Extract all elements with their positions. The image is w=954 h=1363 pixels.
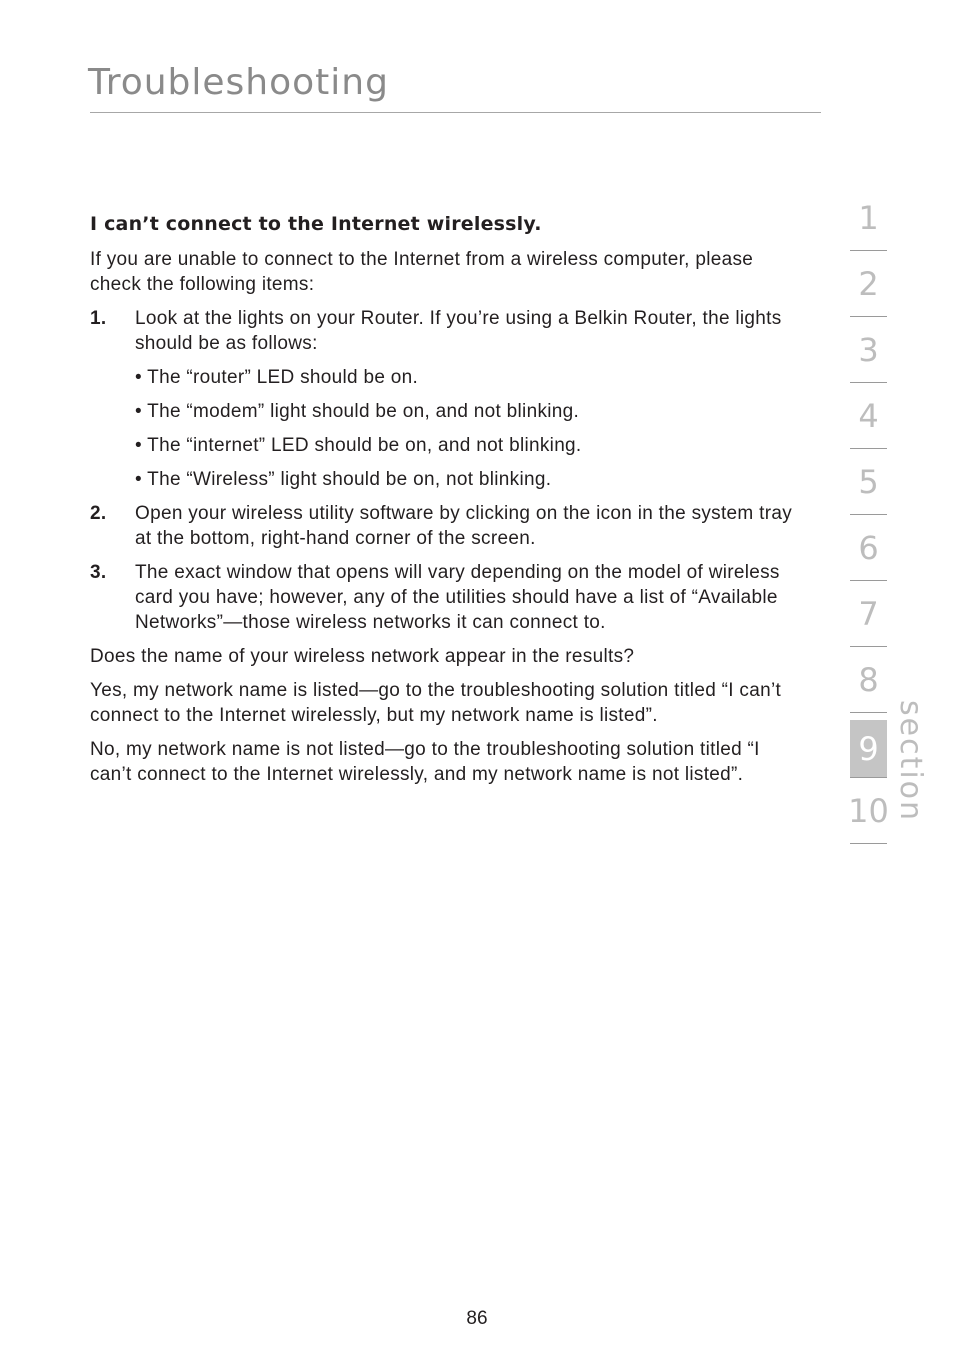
section-heading: I can’t connect to the Internet wirelessly. [90,213,542,235]
list-item: • The “modem” light should be on, and not blinking. [135,401,580,422]
step-text: The exact window that opens will vary depending on the model of wireless card you have; however, any of the utilities should have a list of “Available Networks”—those wireless networks it can connect to. [135,562,780,633]
section-nav-item-6[interactable]: 6 [850,516,887,581]
section-nav-item-1[interactable]: 1 [850,186,887,251]
step-number: 3. [90,562,107,583]
router-lights-list [135,365,802,492]
step-number: 2. [90,503,107,524]
intro-paragraph: If you are unable to connect to the Internet from a wireless computer, please check the following items: [90,249,754,295]
section-label: section [893,700,928,823]
main-content [90,212,802,796]
list-item: • The “Wireless” light should be on, not blinking. [135,469,552,490]
step-2 [90,501,802,551]
section-nav [850,186,887,845]
answer-no-paragraph: No, my network name is not listed—go to the troubleshooting solution titled “I can’t connect to the Internet wirelessly, and my network name is not listed”. [90,739,760,785]
section-nav-item-4[interactable]: 4 [850,384,887,449]
step-number: 1. [90,308,107,329]
section-nav-item-2[interactable]: 2 [850,252,887,317]
step-1 [90,306,802,492]
step-text: Open your wireless utility software by clicking on the icon in the system tray at the bottom, right-hand corner of the screen. [135,503,792,549]
page-number: 86 [466,1308,488,1329]
section-nav-item-10[interactable]: 10 [850,779,887,844]
section-nav-item-3[interactable]: 3 [850,318,887,383]
step-text: Look at the lights on your Router. If you’re using a Belkin Router, the lights should be as follows: [135,308,782,354]
answer-yes-paragraph: Yes, my network name is listed—go to the troubleshooting solution titled “I can’t connect to the Internet wirelessly, but my network name is listed”. [90,680,782,726]
section-nav-item-5[interactable]: 5 [850,450,887,515]
page-title: Troubleshooting [88,62,389,103]
list-item: • The “internet” LED should be on, and not blinking. [135,435,582,456]
header-divider [90,112,821,113]
section-nav-item-8[interactable]: 8 [850,648,887,713]
section-nav-item-7[interactable]: 7 [850,582,887,647]
step-3 [90,560,802,635]
list-item: • The “router” LED should be on. [135,367,419,388]
question-paragraph: Does the name of your wireless network appear in the results? [90,646,635,667]
section-nav-item-9-active[interactable]: 9 [850,720,887,778]
